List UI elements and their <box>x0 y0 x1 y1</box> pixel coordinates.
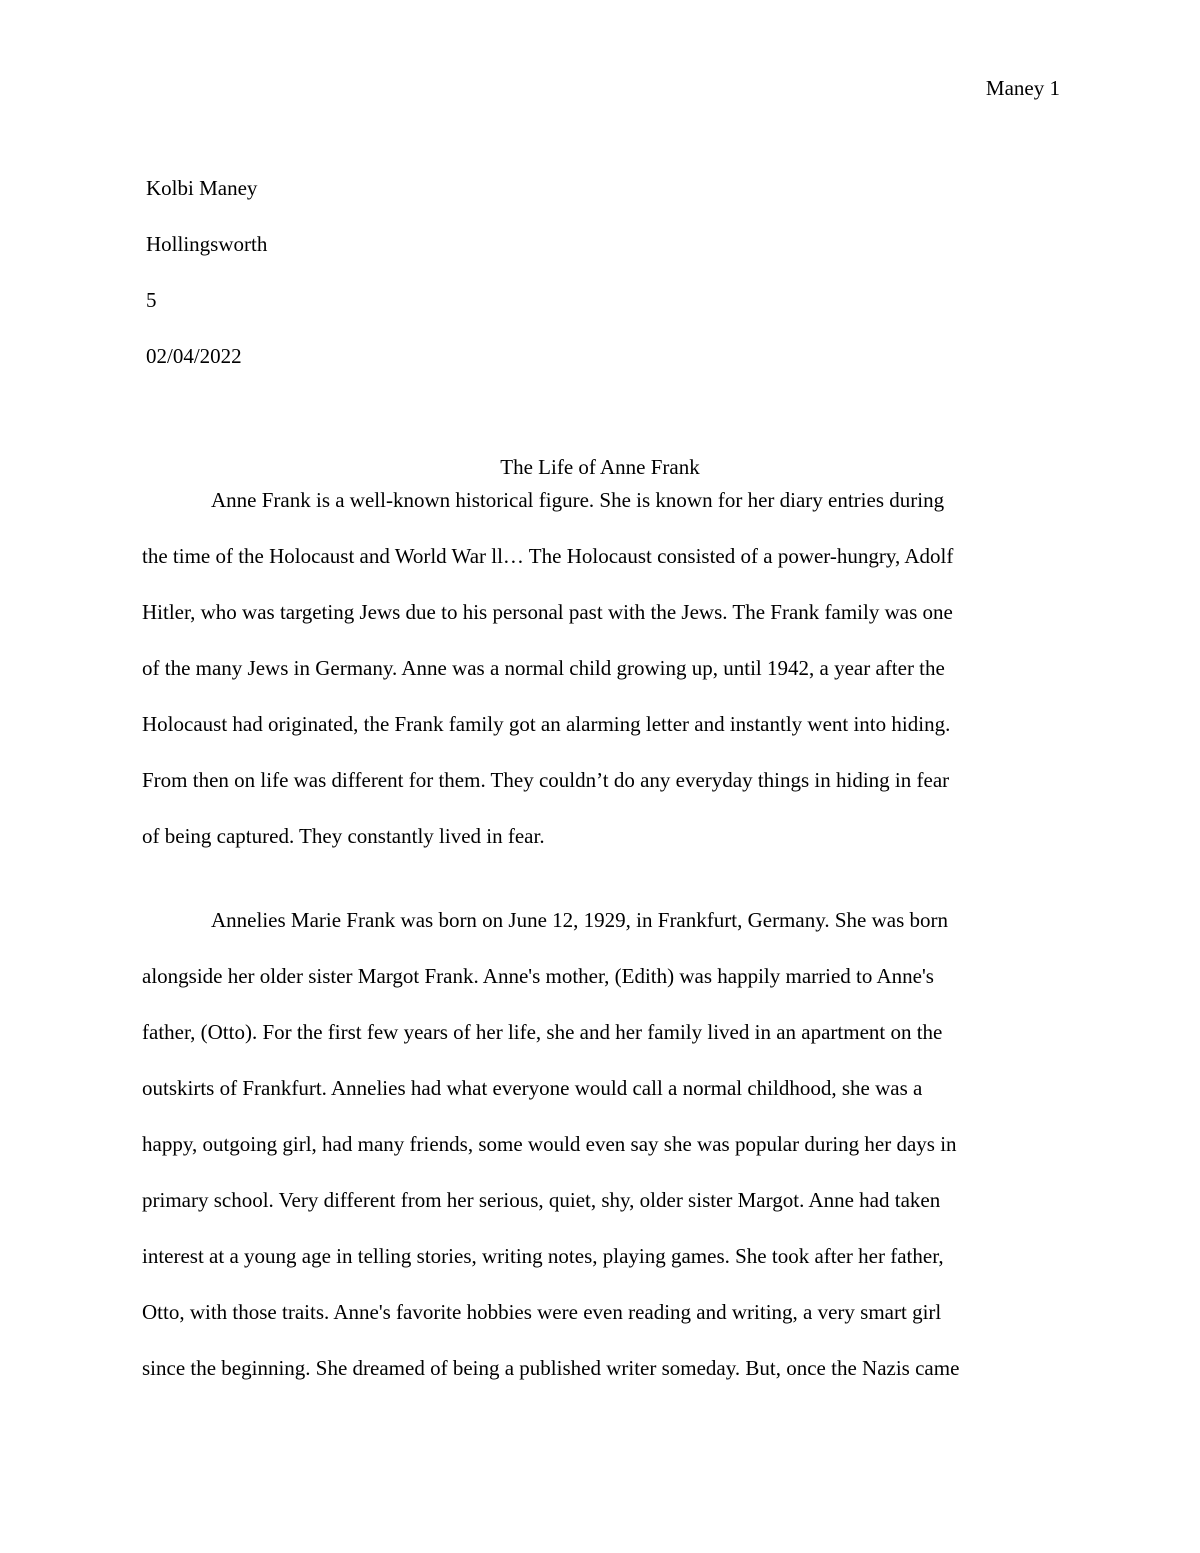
paragraph-line: Annelies Marie Frank was born on June 12, 1929, in Frankfurt, Germany. She was born <box>211 908 948 932</box>
paragraph-line: father, (Otto). For the first few years of her life, she and her family lived in an apartment on the <box>142 1020 943 1044</box>
paragraph-line: From then on life was different for them. They couldn’t do any everyday things in hiding in fear <box>142 768 950 792</box>
paragraph-line: outskirts of Frankfurt. Annelies had what everyone would call a normal childhood, she was a <box>142 1076 923 1100</box>
teacher-name: Hollingsworth <box>146 232 268 256</box>
mla-heading <box>146 174 1056 398</box>
paragraph-spacer <box>142 878 1062 906</box>
paragraph-line: Otto, with those traits. Anne's favorite hobbies were even reading and writing, a very smart girl <box>142 1300 942 1324</box>
paragraph-line: of the many Jews in Germany. Anne was a normal child growing up, until 1942, a year after the <box>142 656 945 680</box>
paragraph-line: Hitler, who was targeting Jews due to his personal past with the Jews. The Frank family was one <box>142 600 953 624</box>
essay-body <box>142 486 1062 1410</box>
essay-title: The Life of Anne Frank <box>500 455 700 479</box>
paragraph-line: of being captured. They constantly lived in fear. <box>142 824 545 848</box>
paragraph-line: Holocaust had originated, the Frank family got an alarming letter and instantly went into hiding. <box>142 712 951 736</box>
paragraph-line: happy, outgoing girl, had many friends, some would even say she was popular during her days in <box>142 1132 957 1156</box>
student-name: Kolbi Maney <box>146 176 258 200</box>
paragraph-line: alongside her older sister Margot Frank. Anne's mother, (Edith) was happily married to Anne's <box>142 964 934 988</box>
essay-date: 02/04/2022 <box>146 344 242 368</box>
paragraph-line: Anne Frank is a well-known historical figure. She is known for her diary entries during <box>211 488 945 512</box>
paragraph-line: primary school. Very different from her serious, quiet, shy, older sister Margot. Anne had taken <box>142 1188 941 1212</box>
paragraph-line: the time of the Holocaust and World War ll… The Holocaust consisted of a power-hungry, Adolf <box>142 544 954 568</box>
running-head: Maney 1 <box>985 76 1060 100</box>
class-period: 5 <box>146 288 157 312</box>
paragraph-line: interest at a young age in telling stories, writing notes, playing games. She took after her father, <box>142 1244 944 1268</box>
paragraph-line: since the beginning. She dreamed of being a published writer someday. But, once the Nazis came <box>142 1356 960 1380</box>
paragraph-1 <box>142 486 1062 878</box>
paragraph-2 <box>142 906 1062 1410</box>
